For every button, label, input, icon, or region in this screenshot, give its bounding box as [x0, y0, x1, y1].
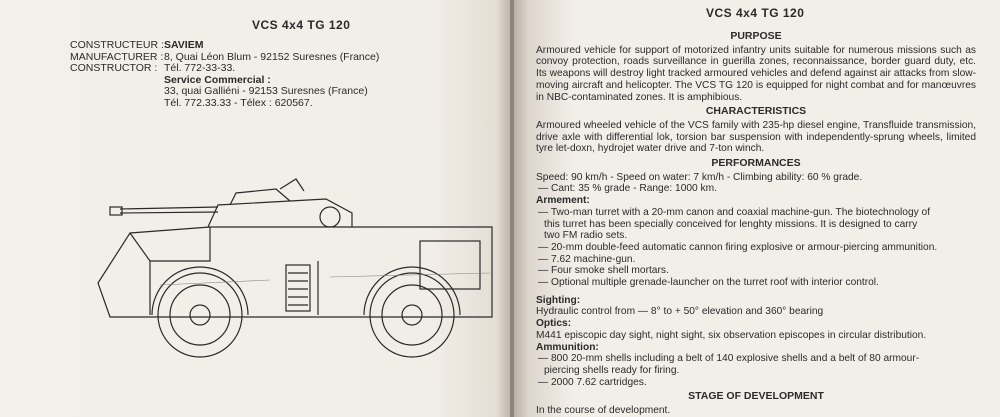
spec-line: two FM radio sets.	[544, 230, 628, 242]
spec-line: — Optional multiple grenade-launcher on the turret roof with interior control.	[538, 277, 879, 289]
spec-line: — 2000 7.62 cartridges.	[538, 376, 647, 388]
section-heading: STAGE OF DEVELOPMENT	[688, 390, 824, 403]
spec-line: piercing shells ready for firing.	[544, 364, 680, 376]
spec-content	[536, 28, 976, 417]
subheading: Ammunition:	[536, 341, 599, 353]
sales-address: 33, quai Galliéni - 92153 Suresnes (France)	[164, 85, 368, 98]
sales-phone-telex: Tél. 772.33.33 - Télex : 620567.	[164, 96, 313, 109]
manufacturer-values	[164, 40, 494, 110]
section-heading: PERFORMANCES	[711, 157, 801, 170]
spec-line: this turret has been specially conceived for lenghty missions. It is designed to carry	[544, 218, 918, 230]
label-manufacturer: MANUFACTURER :	[70, 50, 164, 63]
company-phone: Tél. 772-33-33.	[164, 62, 236, 75]
spec-line: — 800 20-mm shells including a belt of 140 explosive shells and a belt of 80 armour-	[538, 353, 920, 365]
spec-line: Hydraulic control from — 8° to + 50° elevation and 360° bearing	[536, 306, 824, 318]
right-page	[514, 0, 1000, 417]
manufacturer-labels	[70, 40, 165, 75]
company-name: SAVIEM	[164, 39, 204, 51]
spec-line: — Cant: 35 % grade - Range: 1000 km.	[538, 183, 717, 195]
sales-heading: Service Commercial :	[164, 73, 271, 86]
section-heading: PURPOSE	[730, 30, 782, 42]
spec-line: — Two-man turret with a 20-mm canon and coaxial machine-gun. The biotechnology of	[538, 206, 931, 218]
right-page-title: VCS 4x4 TG 120	[706, 6, 805, 20]
spec-line: — 7.62 machine-gun.	[538, 253, 636, 265]
spec-line: Armoured wheeled vehicle of the VCS family with 235-hp diesel engine, Transfluide transmission, drive axle with differential lok, torsion bar suspension with independently-sprung wheels, limited tyre let-doxn, hydrojet water drive and 7-ton winch.	[536, 119, 976, 155]
spec-line: — 20-mm double-feed automatic cannon firing explosive or armour-piercing ammunition.	[538, 241, 938, 253]
left-page-title: VCS 4x4 TG 120	[252, 18, 351, 32]
label-constructor: CONSTRUCTOR :	[70, 62, 158, 75]
spec-line: Speed: 90 km/h - Speed on water: 7 km/h - Climbing ability: 60 % grade.	[536, 171, 863, 183]
subheading: Optics:	[536, 318, 572, 330]
spec-line: Armoured vehicle for support of motorized infantry units suitable for numerous missions such as convoy protection, roads surveillance in guerilla zones, reconnaissance, border guard duty, etc. Its weapons will destroy light tracked armoured vehicles and defend against air attacks from slow-moving aircraft and helicopter. The VCS TG 120 is equipped for night combat and for manœuvres in NBC-contaminated zones. It is amphibious.	[536, 44, 976, 103]
spec-line: In the course of development.	[536, 405, 671, 417]
subheading: Armement:	[536, 195, 590, 207]
vehicle-side-drawing	[90, 165, 510, 365]
subheading: Sighting:	[536, 294, 581, 306]
company-address: 8, Quai Léon Blum - 92152 Suresnes (France)	[164, 50, 380, 63]
section-heading: CHARACTERISTICS	[705, 105, 807, 118]
label-constructeur: CONSTRUCTEUR :	[70, 39, 164, 51]
spec-line: M441 episcopic day sight, night sight, six observation episcopes in circular distribution.	[536, 329, 927, 341]
spec-line: — Four smoke shell mortars.	[538, 265, 669, 277]
